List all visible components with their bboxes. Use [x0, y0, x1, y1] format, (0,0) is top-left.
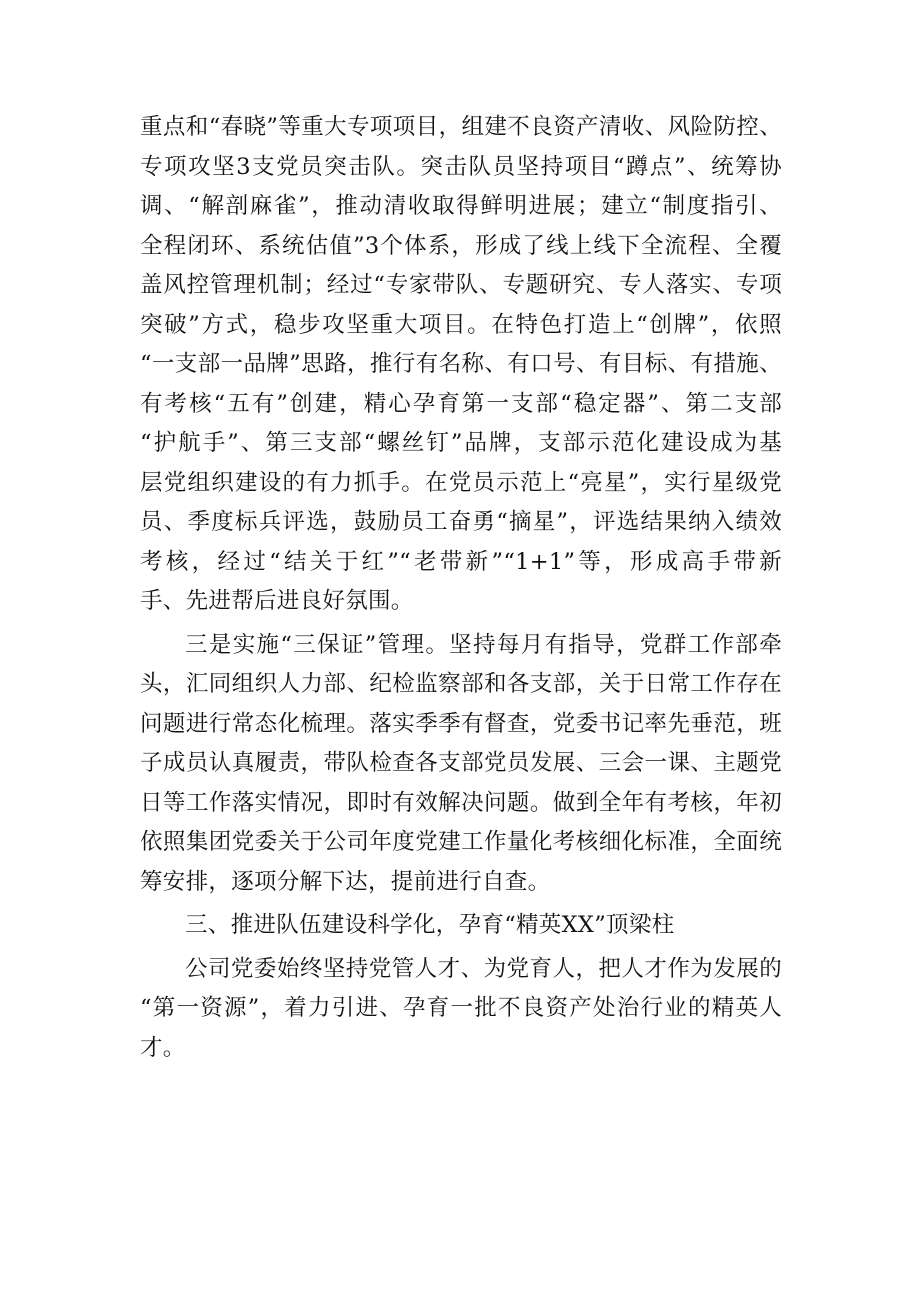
document-body	[140, 108, 782, 1068]
section-heading	[140, 906, 782, 946]
text-line: 日等工作落实情况，即时有效解决问题。做到全年有考核，年初	[140, 789, 782, 816]
text-line: 头，汇同组织人力部、纪检监察部和各支部，关于日常工作存在	[140, 671, 782, 697]
text-line: 专项攻坚3支党员突击队。突击队员坚持项目“蹲点”、统筹协	[140, 153, 782, 180]
text-line: 依照集团党委关于公司年度党建工作量化考核细化标准，全面统	[140, 829, 782, 855]
text-line: 调、“解剖麻雀”，推动清收取得鲜明进展；建立“制度指引、	[140, 193, 782, 219]
text-line: 问题进行常态化梳理。落实季季有督查，党委书记率先垂范，班	[140, 710, 782, 737]
text-line: 三是实施“三保证”管理。坚持每月有指导，党群工作部牵	[185, 631, 782, 658]
paragraph-2	[140, 626, 782, 903]
text-line: 重点和“春晓”等重大专项项目，组建不良资产清收、风险防控、	[140, 114, 782, 140]
text-line: 盖风控管理机制；经过“专家带队、专题研究、专人落实、专项	[140, 272, 782, 298]
text-line: 公司党委始终坚持党管人才、为党育人，把人才作为发展的	[185, 955, 782, 982]
text-line: 层党组织建设的有力抓手。在党员示范上“亮星”，实行星级党	[140, 469, 782, 496]
text-line: 才。	[140, 1034, 186, 1061]
text-line: “第一资源”，着力引进、孕育一批不良资产处治行业的精英人	[140, 995, 782, 1021]
text-line: 考核，经过“结关于红”“老带新”“1+1”等，形成高手带新	[140, 548, 782, 575]
section-heading-text: 三、推进队伍建设科学化，孕育“精英XX”顶梁柱	[185, 912, 675, 938]
text-line: 员、季度标兵评选，鼓励员工奋勇“摘星”，评选结果纳入绩效	[140, 509, 782, 535]
text-line: “一支部一品牌”思路，推行有名称、有口号、有目标、有措施、	[140, 351, 782, 377]
text-line: 筹安排，逐项分解下达，提前进行自查。	[140, 868, 551, 895]
text-line: 有考核“五有”创建，精心孕育第一支部“稳定器”、第二支部	[140, 390, 782, 417]
text-line: “护航手”、第三支部“螺丝钉”品牌，支部示范化建设成为基	[140, 430, 782, 456]
text-line: 子成员认真履责，带队检查各支部党员发展、三会一课、主题党	[140, 750, 782, 776]
paragraph-3	[140, 950, 782, 1069]
text-line: 手、先进帮后进良好氛围。	[140, 588, 414, 614]
text-line: 全程闭环、系统估值”3个体系，形成了线上线下全流程、全覆	[140, 232, 782, 259]
paragraph-1	[140, 108, 782, 622]
text-line: 突破”方式，稳步攻坚重大项目。在特色打造上“创牌”，依照	[140, 311, 782, 338]
